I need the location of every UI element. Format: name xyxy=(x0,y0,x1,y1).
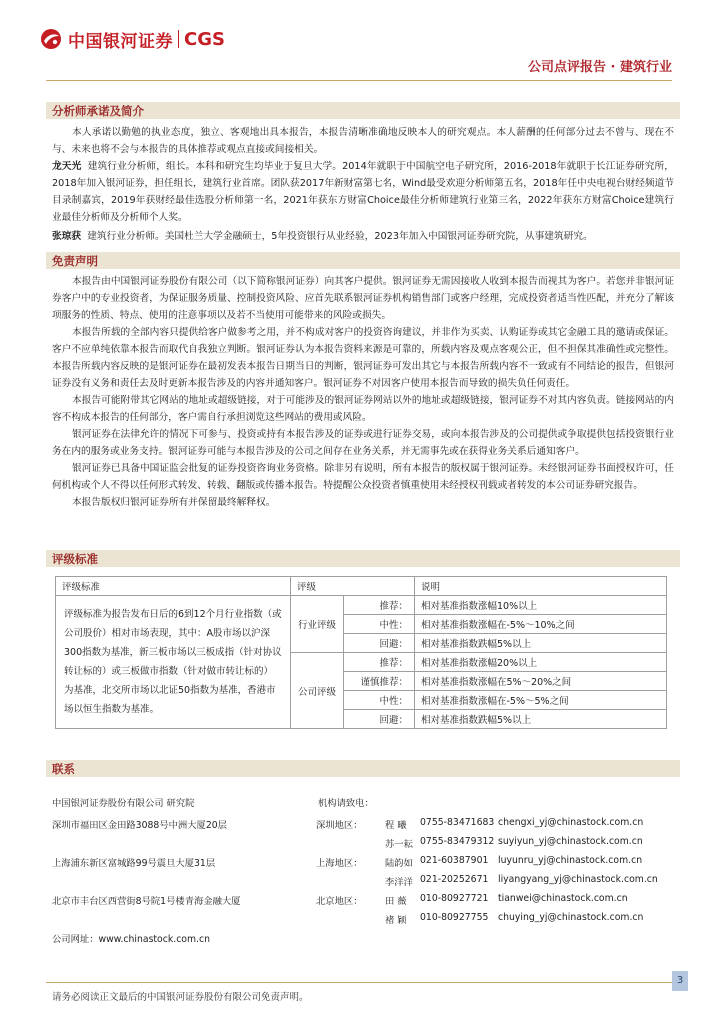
contact-email[interactable]: suyiyun_yj@chinastock.com.cn xyxy=(498,836,643,847)
contact-region: 北京地区： xyxy=(316,896,363,907)
header-divider xyxy=(46,80,672,81)
table-header-row xyxy=(56,577,667,596)
disclaimer-paragraph: 本报告版权归银河证券所有并保留最终解释权。 xyxy=(72,497,276,508)
analyst-section-body xyxy=(52,124,674,245)
company-rating-label: 公司评级 xyxy=(291,653,344,729)
contact-phone[interactable]: 021-60387901 xyxy=(420,855,489,866)
analyst1-bio: 建筑行业分析师，组长。本科和研究生均毕业于复旦大学。2014年就职于中国航空电子研究所，2016-2018年就职于长江证券研究所，2018年加入银河证券，担任组长，建筑行业首席。团队获2017年新财富第七名，Wind最受欢迎分析师第五名，2018年任中央电视台财经频道节目录制嘉宾，2019年获财经最佳选股分析师第一名，2021年获东方财富Choice最佳分析师建筑行业第三名，2022年获东方财富Choice建筑行业最佳分析师及分析师个人奖。 xyxy=(52,161,674,223)
contact-name: 苏一耘 xyxy=(385,839,413,850)
contact-section-heading xyxy=(46,760,680,777)
rating-standard-table xyxy=(55,576,667,729)
research-institute-name: 中国银河证券股份有限公司 研究院 xyxy=(52,798,195,809)
company-website[interactable]: 公司网址：www.chinastock.com.cn xyxy=(52,934,211,945)
rating-desc: 相对基准指数涨幅10%以上 xyxy=(415,596,667,615)
page-number: 3 xyxy=(672,971,688,991)
analyst-commitment: 本人承诺以勤勉的执业态度，独立、客观地出具本报告，本报告清晰准确地反映本人的研究观点。本人薪酬的任何部分过去不曾与、现在不与、未来也将不会与本报告的具体推荐或观点直接或间接相关。 xyxy=(52,127,674,155)
galaxy-logo-icon xyxy=(40,28,62,50)
disclaimer-paragraph: 本报告由中国银河证券股份有限公司（以下简称银河证券）向其客户提供。银河证券无需因接收人收到本报告而视其为客户。若您并非银河证券客户中的专业投资者，为保证服务质量、控制投资风险、应首先联系银河证券机构销售部门或客户经理，完成投资者适当性匹配，并充分了解该项服务的性质、特点、使用的注意事项以及若不当使用可能带来的风险或损失。 xyxy=(52,276,674,321)
contact-name: 褚 颖 xyxy=(385,915,407,926)
disclaimer-paragraph: 银河证券在法律允许的情况下可参与、投资或持有本报告涉及的证券或进行证券交易，或向本报告涉及的公司提供或争取提供包括投资银行业务在内的服务或业务支持。银河证券可能与本报告涉及的公司之间存在业务关系，并无需事先或在获得业务关系后通知客户。 xyxy=(52,429,674,457)
disclaimer-paragraph: 本报告可能附带其它网站的地址或超级链接，对于可能涉及的银河证券网站以外的地址或超级链接，银河证券不对其内容负责。链接网站的内容不构成本报告的任何部分，客户需自行承担浏览这些网站的费用或风险。 xyxy=(52,395,674,423)
logo-divider xyxy=(178,30,179,48)
rating-level: 中性： xyxy=(344,615,415,634)
address-beijing: 北京市丰台区西营街8号院1号楼青海金融大厦 xyxy=(52,896,241,907)
rating-desc: 相对基准指数跌幅5%以上 xyxy=(415,634,667,653)
rating-desc: 相对基准指数涨幅20%以上 xyxy=(415,653,667,672)
col-desc-header: 说明 xyxy=(415,577,667,596)
disclaimer-section-title: 免责声明 xyxy=(52,254,98,268)
analyst-section-title: 分析师承诺及简介 xyxy=(52,104,144,118)
col-standard-header: 评级标准 xyxy=(56,577,291,596)
institutional-sales-header: 机构请致电： xyxy=(318,798,374,809)
rating-desc: 相对基准指数涨幅在5%～20%之间 xyxy=(415,672,667,691)
rating-section-title: 评级标准 xyxy=(52,552,98,566)
rating-level: 中性： xyxy=(344,691,415,710)
rating-level: 谨慎推荐： xyxy=(344,672,415,691)
analyst-section-heading xyxy=(46,102,680,119)
rating-level: 回避： xyxy=(344,634,415,653)
rating-desc: 相对基准指数涨幅在-5%～10%之间 xyxy=(415,615,667,634)
contact-section-title: 联系 xyxy=(52,762,75,776)
contact-email[interactable]: liyangyang_yj@chinastock.com.cn xyxy=(498,874,658,885)
contact-email[interactable]: chengxi_yj@chinastock.com.cn xyxy=(498,817,644,828)
analyst2-name: 张琼获 xyxy=(52,231,82,242)
rating-section-heading xyxy=(46,550,680,567)
rating-level: 推荐： xyxy=(344,653,415,672)
footer-disclaimer-note: 请务必阅读正文最后的中国银河证券股份有限公司免责声明。 xyxy=(52,992,309,1003)
disclaimer-paragraph: 本报告所载的全部内容只提供给客户做参考之用，并不构成对客户的投资咨询建议，并非作为买卖、认购证券或其它金融工具的邀请或保证。客户不应单纯依靠本报告而取代自我独立判断。银河证券认为本报告资料来源是可靠的，所载内容及观点客观公正，但不担保其准确性或完整性。本报告所载内容反映的是银河证券在最初发表本报告日期当日的判断，银河证券可发出其它与本报告所载内容不一致或有不同结论的报告，但银河证券没有义务和责任去及时更新本报告涉及的内容并通知客户。银河证券不对因客户使用本报告而导致的损失负任何责任。 xyxy=(52,327,674,389)
rating-level: 回避： xyxy=(344,710,415,729)
rating-desc: 相对基准指数涨幅在-5%～5%之间 xyxy=(415,691,667,710)
contact-email[interactable]: chuying_yj@chinastock.com.cn xyxy=(498,912,644,923)
company-logo xyxy=(40,26,225,52)
contact-phone[interactable]: 010-80927721 xyxy=(420,893,489,904)
contact-region: 深圳地区： xyxy=(316,820,363,831)
rating-standard-text: 评级标准为报告发布日后的6到12个月行业指数（或公司股价）相对市场表现，其中：A股市场以沪深300指数为基准，新三板市场以三板成指（针对协议转让标的）或三板做市指数（针对做市转让标的）为基准，北交所市场以北证50指数为基准，香港市场以恒生指数为基准。 xyxy=(56,596,291,729)
contact-name: 李洋洋 xyxy=(385,877,413,888)
contact-region: 上海地区： xyxy=(316,858,363,869)
analyst2-bio: 建筑行业分析师。美国杜兰大学金融硕士，5年投资银行从业经验，2023年加入中国银河证券研究院，从事建筑研究。 xyxy=(87,231,593,242)
address-shanghai: 上海浦东新区富城路99号震旦大厦31层 xyxy=(52,858,216,869)
contact-name: 陆韵如 xyxy=(385,858,413,869)
disclaimer-section-heading xyxy=(46,252,680,269)
contact-name: 田 薇 xyxy=(385,896,407,907)
contact-phone[interactable]: 010-80927755 xyxy=(420,912,489,923)
industry-rating-label: 行业评级 xyxy=(291,596,344,653)
contact-phone[interactable]: 0755-83479312 xyxy=(420,836,495,847)
disclaimer-section-body xyxy=(52,273,674,511)
logo-chinese-text: 中国银河证券 xyxy=(68,31,173,52)
rating-desc: 相对基准指数跌幅5%以上 xyxy=(415,710,667,729)
analyst1-name: 龙天光 xyxy=(52,161,82,172)
contact-phone[interactable]: 021-20252671 xyxy=(420,874,489,885)
contact-name: 程 曦 xyxy=(385,820,407,831)
rating-level: 推荐： xyxy=(344,596,415,615)
table-row xyxy=(56,596,667,615)
footer-divider xyxy=(46,982,672,983)
report-type: 公司点评报告 · 建筑行业 xyxy=(528,60,672,75)
col-rating-header: 评级 xyxy=(291,577,415,596)
disclaimer-paragraph: 银河证券已具备中国证监会批复的证券投资咨询业务资格。除非另有说明，所有本报告的版权属于银河证券。未经银河证券书面授权许可，任何机构或个人不得以任何形式转发、转载、翻版或传播本报告。特提醒公众投资者慎重使用未经授权刊载或者转发的本公司证券研究报告。 xyxy=(52,463,674,491)
contact-email[interactable]: luyunru_yj@chinastock.com.cn xyxy=(498,855,643,866)
logo-english-text: CGS xyxy=(184,28,225,50)
contact-email[interactable]: tianwei@chinastock.com.cn xyxy=(498,893,628,904)
contact-phone[interactable]: 0755-83471683 xyxy=(420,817,495,828)
address-shenzhen: 深圳市福田区金田路3088号中洲大厦20层 xyxy=(52,820,227,831)
